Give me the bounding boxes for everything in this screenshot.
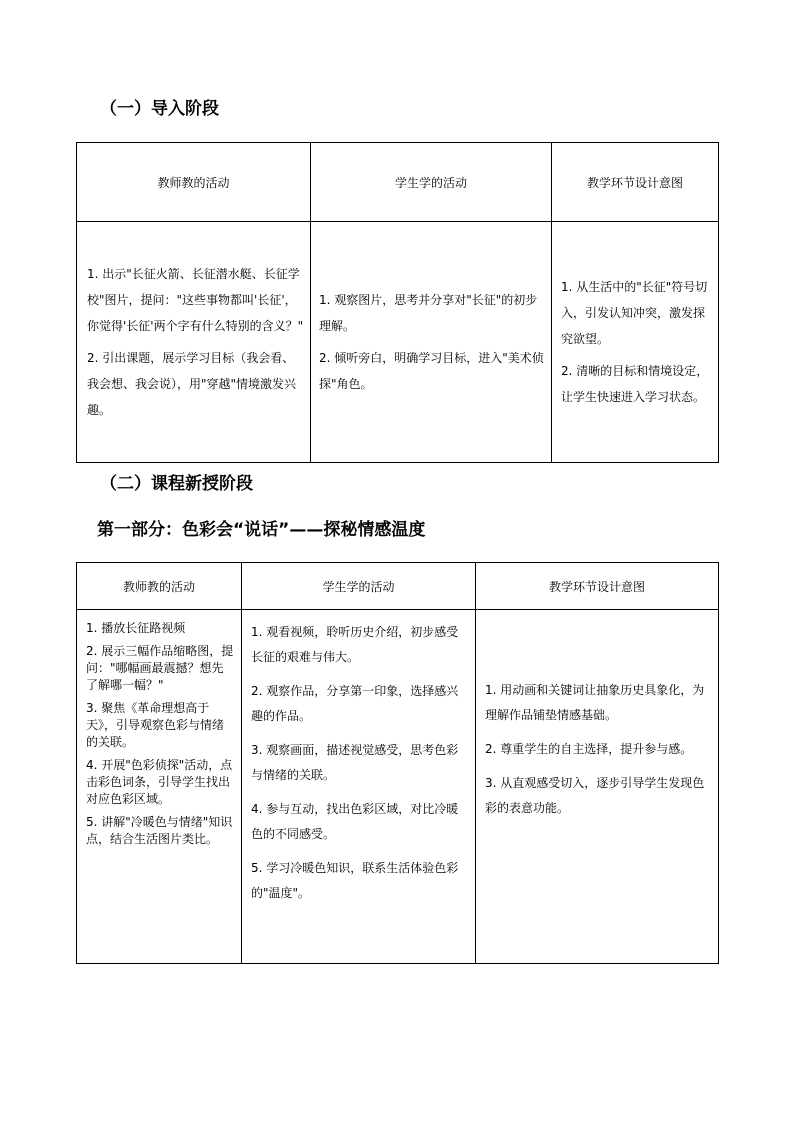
student-activity-item: 4. 参与互动，找出色彩区域，对比冷暖色的不同感受。 (251, 802, 459, 841)
design-intent-item: 1. 从生活中的"长征"符号切入，引发认知冲突，激发探究欲望。 (561, 280, 708, 346)
teacher-activity-header: 教师教的活动 (77, 563, 242, 610)
student-activity-header: 学生学的活动 (242, 563, 476, 610)
new-lesson-table (76, 562, 719, 964)
table-row (77, 610, 719, 964)
student-activity-item: 1. 观看视频，聆听历史介绍，初步感受长征的艰难与伟大。 (251, 625, 459, 664)
table-header-row (77, 143, 719, 222)
design-intent-cell (552, 222, 719, 463)
table-header-row (77, 563, 719, 610)
teacher-activity-cell (77, 610, 242, 964)
student-activity-cell (242, 610, 476, 964)
student-activity-item: 1. 观察图片，思考并分享对"长征"的初步理解。 (319, 293, 538, 333)
design-intent-item: 2. 清晰的目标和情境设定，让学生快速进入学习状态。 (561, 364, 709, 404)
teacher-activity-item: 3. 聚焦《革命理想高于天》，引导观察色彩与情绪的关联。 (86, 701, 225, 749)
student-activity-item: 3. 观察画面，描述视觉感受，思考色彩与情绪的关联。 (251, 743, 459, 782)
student-activity-item: 2. 倾听旁白，明确学习目标，进入"美术侦探"角色。 (319, 351, 544, 391)
design-intent-header: 教学环节设计意图 (476, 563, 719, 610)
table-row (77, 222, 719, 463)
teacher-activity-item: 1. 播放长征路视频 (86, 621, 186, 635)
student-activity-cell (311, 222, 552, 463)
teacher-activity-item: 4. 开展"色彩侦探"活动，点击彩色词条，引导学生找出对应色彩区域。 (86, 758, 233, 806)
student-activity-header: 学生学的活动 (311, 143, 552, 222)
teacher-activity-item: 1. 出示"长征火箭、长征潜水艇、长征学校"图片，提问："这些事物都叫'长征'，你觉得'长征'两个字有什么特别的含义？" (87, 267, 304, 333)
design-intent-item: 1. 用动画和关键词让抽象历史具象化，为理解作品铺垫情感基础。 (485, 683, 705, 722)
student-activity-item: 2. 观察作品，分享第一印象，选择感兴趣的作品。 (251, 684, 459, 723)
teacher-activity-item: 5. 讲解"冷暖色与情绪"知识点，结合生活图片类比。 (86, 815, 233, 846)
teacher-activity-cell (77, 222, 311, 463)
student-activity-item: 5. 学习冷暖色知识，联系生活体验色彩的"温度"。 (251, 861, 459, 900)
teacher-activity-header: 教师教的活动 (77, 143, 311, 222)
intro-stage-table (76, 142, 719, 463)
design-intent-item: 2. 尊重学生的自主选择，提升参与感。 (485, 742, 693, 756)
design-intent-item: 3. 从直观感受切入，逐步引导学生发现色彩的表意功能。 (485, 776, 705, 815)
design-intent-cell (476, 610, 719, 964)
section2-heading: （二）课程新授阶段 (100, 474, 253, 494)
teacher-activity-item: 2. 引出课题，展示学习目标（我会看、我会想、我会说），用"穿越"情境激发兴趣。 (87, 351, 297, 417)
part1-heading: 第一部分：色彩会“说话”——探秘情感温度 (97, 520, 426, 540)
design-intent-header: 教学环节设计意图 (552, 143, 719, 222)
section1-heading: （一）导入阶段 (100, 99, 219, 119)
teacher-activity-item: 2. 展示三幅作品缩略图，提问："哪幅画最震撼？想先了解哪一幅？" (86, 644, 234, 692)
